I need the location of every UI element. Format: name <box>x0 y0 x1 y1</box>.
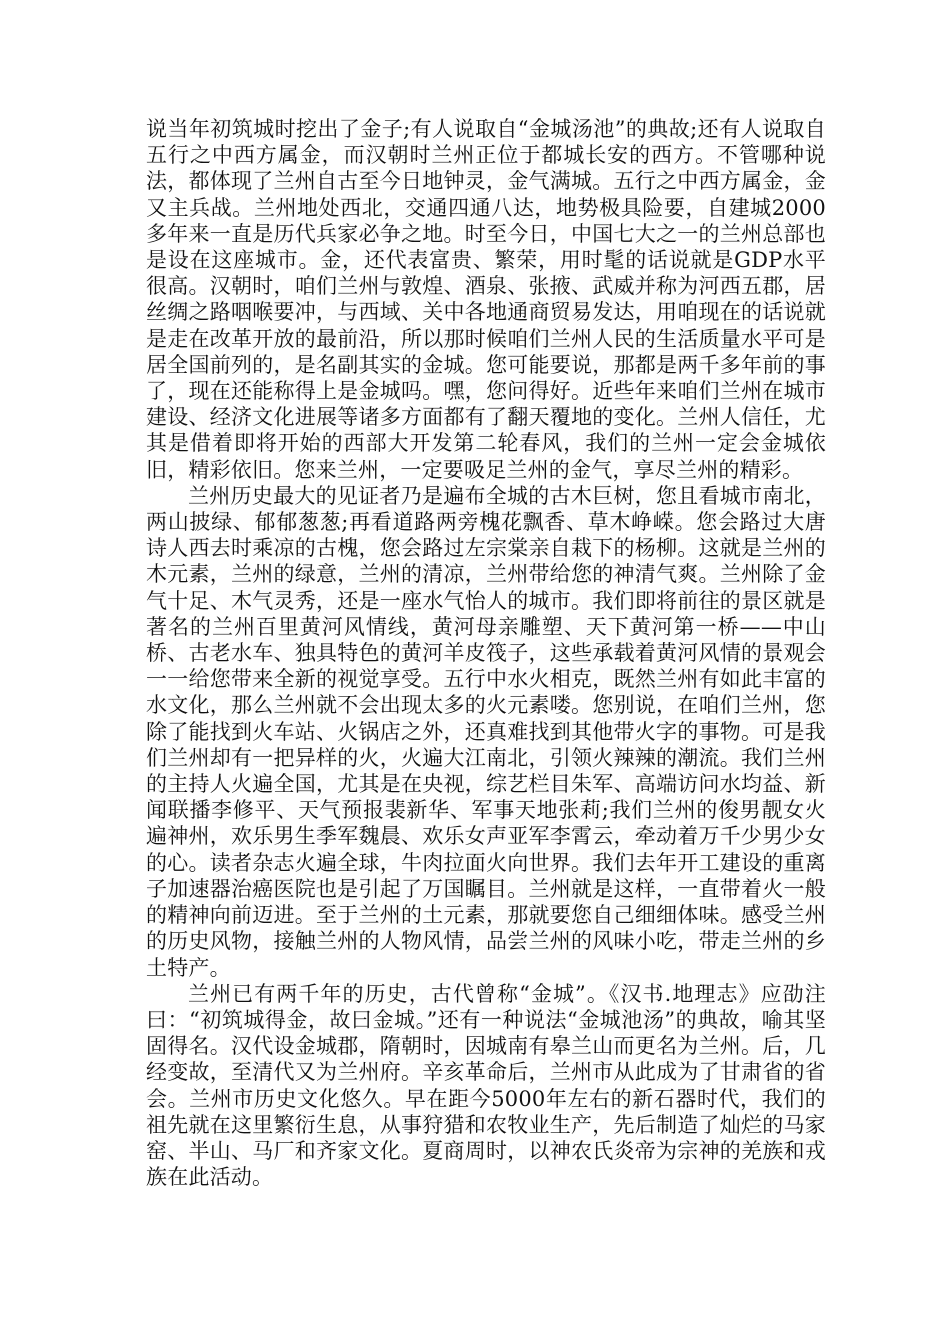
paragraph-1: 说当年初筑城时挖出了金子;有人说取自“金城汤池”的典故;还有人说取自五行之中西方属金，而汉朝时兰州正位于都城长安的西方。不管哪种说法，都体现了兰州自古至今日地钟灵，金气满城。五行之中西方属金，金又主兵战。兰州地处西北，交通四通八达，地势极具险要，自建城2000多年来一直是历代兵家必争之地。时至今日，中国七大之一的兰州总部也是设在这座城市。金，还代表富贵、繁荣，用时髦的话说就是GDP水平很高。汉朝时，咱们兰州与敦煌、酒泉、张掖、武威并称为河西五郡，居丝绸之路咽喉要冲，与西域、关中各地通商贸易发达，用咱现在的话说就是走在改革开放的最前沿，所以那时候咱们兰州人民的生活质量水平可是居全国前列的，是名副其实的金城。您可能要说，那都是两千多年前的事了，现在还能称得上是金城吗。嘿，您问得好。近些年来咱们兰州在城市建设、经济文化进展等诸多方面都有了翻天覆地的变化。兰州人信任，尤其是借着即将开始的西部大开发第二轮春风，我们的兰州一定会金城依旧，精彩依旧。您来兰州，一定要吸足兰州的金气，享尽兰州的精彩。 <box>146 117 826 482</box>
document-page <box>146 116 826 1190</box>
paragraph-3: 兰州已有两千年的历史，古代曾称“金城”。《汉书.地理志》应劭注曰：“初筑城得金，故曰金城。”还有一种说法“金城池汤”的典故，喻其坚固得名。汉代设金城郡，隋朝时，因城南有皋兰山而更名为兰州。后，几经变故，至清代又为兰州府。辛亥革命后，兰州市从此成为了甘肃省的省会。兰州市历史文化悠久。早在距今5000年左右的新石器时代，我们的祖先就在这里繁衍生息，从事狩猎和农牧业生产，先后制造了灿烂的马家窑、半山、马厂和齐家文化。夏商周时，以神农氏炎帝为宗神的羌族和戎族在此活动。 <box>146 981 826 1190</box>
paragraph-2: 兰州历史最大的见证者乃是遍布全城的古木巨树，您且看城市南北，两山披绿、郁郁葱葱;再看道路两旁槐花飘香、草木峥嵘。您会路过大唐诗人西去时乘凉的古槐，您会路过左宗棠亲自栽下的杨柳。这就是兰州的木元素，兰州的绿意，兰州的清凉，兰州带给您的神清气爽。兰州除了金气十足、木气灵秀，还是一座水气怡人的城市。我们即将前往的景区就是著名的兰州百里黄河风情线，黄河母亲雕塑、天下黄河第一桥——中山桥、古老水车、独具特色的黄河羊皮筏子，这些承载着黄河风情的景观会一一给您带来全新的视觉享受。五行中水火相克，既然兰州有如此丰富的水文化，那么兰州就不会出现太多的火元素喽。您别说，在咱们兰州，您除了能找到火车站、火锅店之外，还真难找到其他带火字的事物。可是我们兰州却有一把异样的火，火遍大江南北，引领火辣辣的潮流。我们兰州的主持人火遍全国，尤其是在央视，综艺栏目朱军、高端访问水均益、新闻联播李修平、天气预报裴新华、军事天地张莉;我们兰州的俊男靓女火遍神州，欢乐男生季军魏晨、欢乐女声亚军李霄云，牵动着万千少男少女的心。读者杂志火遍全球，牛肉拉面火向世界。我们去年开工建设的重离子加速器治癌医院也是引起了万国瞩目。兰州就是这样，一直带着火一般的精神向前迈进。至于兰州的土元素，那就要您自己细细体味。感受兰州的历史风物，接触兰州的人物风情，品尝兰州的风味小吃，带走兰州的乡土特产。 <box>146 483 826 980</box>
